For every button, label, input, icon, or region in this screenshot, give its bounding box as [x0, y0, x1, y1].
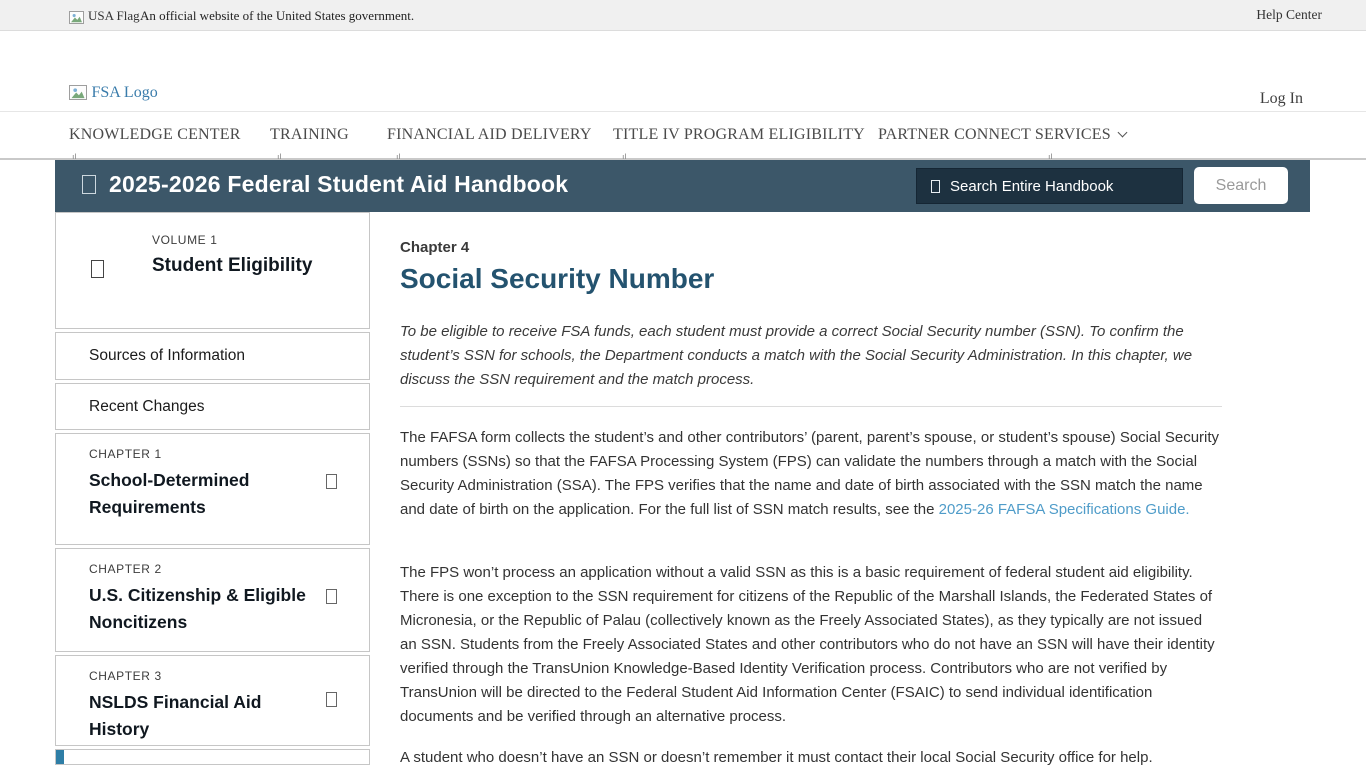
- volume-eyebrow: VOLUME 1: [152, 233, 218, 247]
- nav-dropdown-clipped-text: ıl: [622, 153, 627, 159]
- expand-icon: [326, 474, 337, 489]
- search-button[interactable]: Search: [1194, 167, 1288, 204]
- handbook-title: [82, 171, 568, 198]
- handbook-title-text: 2025-2026 Federal Student Aid Handbook: [109, 171, 569, 197]
- sidebar-item-recent-changes[interactable]: [55, 383, 370, 430]
- nav-dropdown-clipped-text: ıl: [396, 153, 401, 159]
- nav-item-financial-aid-delivery[interactable]: FINANCIAL AID DELIVERY: [387, 126, 592, 143]
- sidebar-link-label: Sources of Information: [89, 347, 245, 364]
- paragraph-contact-ssa: A student who doesn’t have an SSN or doesn’t remember it must contact their local Social Security office for help.: [400, 749, 1153, 766]
- chapter-title: NSLDS Financial Aid History: [89, 692, 262, 739]
- chevron-down-icon: [1117, 128, 1127, 138]
- active-chapter-indicator: [56, 750, 64, 764]
- official-site-text: An official website of the United States government.: [140, 8, 415, 23]
- fsa-logo-link[interactable]: [69, 84, 158, 102]
- handbook-banner: [55, 160, 1310, 212]
- nav-item-training[interactable]: TRAINING: [270, 126, 349, 143]
- broken-logo-image-icon: [69, 85, 87, 100]
- help-center-link[interactable]: Help Center: [1256, 7, 1322, 22]
- paragraph-fps-processing: The FPS won’t process an application without a valid SSN as this is a basic requirement of federal student aid eligibility. There is one exception to the SSN requirement for citizens of the Republic of the Marshall Islands, the Federated States of Micronesia, or the Republic of Palau (collectively known as the Freely Associated States), as they typically are not issued an SSN. Students from the Freely Associated States and other contributors who do not have an SSN will have their identity verified through the TransUnion Knowledge-Based Identity Verification process. Contributors who are not verified by TransUnion will be directed to the Federal Student Aid Information Center (FSAIC) to send individual identification documents and be verified through an alternative process.: [400, 564, 1215, 725]
- nav-item-knowledge-center[interactable]: KNOWLEDGE CENTER: [69, 126, 241, 143]
- primary-nav: [0, 112, 1366, 160]
- logo-alt-text: FSA Logo: [91, 84, 158, 101]
- sidebar-item-chapter3[interactable]: [55, 655, 370, 746]
- chapter-eyebrow: CHAPTER 2: [89, 562, 162, 576]
- nav-item-partner-connect-services[interactable]: [878, 126, 1126, 144]
- search-icon: [931, 180, 940, 193]
- fafsa-spec-guide-link[interactable]: 2025-26 FAFSA Specifications Guide.: [938, 501, 1190, 518]
- search-placeholder: Search Entire Handbook: [950, 177, 1114, 195]
- search-input[interactable]: [916, 168, 1183, 204]
- broken-flag-image-icon: [69, 11, 84, 24]
- book-icon: [82, 175, 96, 194]
- chapter-eyebrow: Chapter 4: [400, 239, 470, 256]
- gov-banner: [0, 0, 1366, 31]
- nav-item-label: PARTNER CONNECT SERVICES: [878, 126, 1111, 143]
- sidebar-item-volume1[interactable]: [55, 212, 370, 329]
- nav-dropdown-clipped-text: ıl: [72, 153, 77, 159]
- chapter-intro: To be eligible to receive FSA funds, each student must provide a correct Social Security number (SSN). To confirm the student’s SSN for schools, the Department conducts a match with the Social Security Administration. In this chapter, we discuss the SSN requirement and the match process.: [400, 323, 1193, 388]
- chapter-title: U.S. Citizenship & Eligible Noncitizens: [89, 585, 306, 632]
- chapter-eyebrow: CHAPTER 1: [89, 447, 162, 461]
- nav-dropdown-clipped-text: ıl: [1048, 153, 1053, 159]
- site-header: [0, 31, 1366, 112]
- expand-icon: [326, 692, 337, 707]
- collapse-icon: [91, 260, 104, 278]
- sidebar-item-chapter1[interactable]: [55, 433, 370, 545]
- chapter-eyebrow: CHAPTER 3: [89, 669, 162, 683]
- nav-item-title-iv-eligibility[interactable]: TITLE IV PROGRAM ELIGIBILITY: [613, 126, 865, 143]
- nav-dropdown-clipped-text: ıl: [277, 153, 282, 159]
- sidebar-item-chapter4-active-partial[interactable]: [55, 749, 370, 765]
- login-link[interactable]: Log In: [1259, 90, 1303, 107]
- page-title: Social Security Number: [400, 263, 715, 294]
- paragraph-fafsa-collects: [400, 426, 1222, 522]
- flag-alt-text: USA Flag: [88, 8, 140, 23]
- sidebar-item-chapter2[interactable]: [55, 548, 370, 652]
- sidebar-link-label: Recent Changes: [89, 397, 205, 415]
- paragraph-text: The FAFSA form collects the student’s and other contributors’ (parent, parent’s spouse, or student’s spouse) Social Security numbers (SSNs) so that the FAFSA Processing System (FPS) can validate the numbers through a match with the Social Security Administration (SSA). The FPS verifies that the name and date of birth associated with the SSN match the name and date of birth on the application. For the full list of SSN match results, see the: [400, 429, 1220, 518]
- content-divider: [400, 406, 1222, 407]
- sidebar-toc: [55, 212, 370, 765]
- chapter-title: School-Determined Requirements: [89, 470, 250, 517]
- sidebar-item-sources-of-information[interactable]: [55, 332, 370, 380]
- volume-title: Student Eligibility: [152, 255, 313, 276]
- expand-icon: [326, 589, 337, 604]
